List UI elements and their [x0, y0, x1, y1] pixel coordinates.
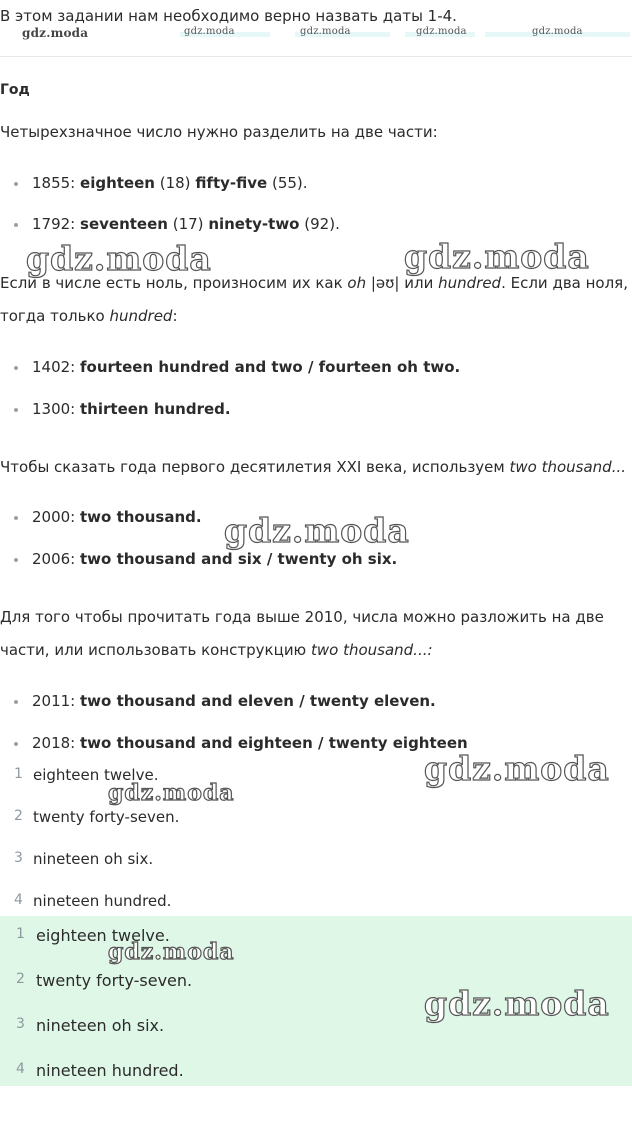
bullet-icon: [14, 558, 18, 562]
bullet-icon: [14, 700, 18, 704]
text-em: hundred: [438, 274, 502, 292]
answer-text: eighteen twelve.: [36, 926, 170, 945]
year-words: thirteen hundred.: [80, 400, 231, 418]
answer-number: 2: [16, 971, 25, 987]
paragraph: Четырехзначное число нужно разделить на две части:: [0, 123, 438, 141]
answer-text: nineteen oh six.: [33, 850, 154, 868]
year-part: (18): [159, 174, 191, 192]
answer-number: 4: [14, 892, 23, 908]
answer-text: nineteen hundred.: [33, 892, 172, 910]
year: 2006:: [32, 550, 76, 568]
answer-number: 3: [14, 850, 23, 866]
paragraph: [0, 633, 433, 667]
watermark: gdz.moda: [424, 749, 610, 788]
year-part: (92).: [304, 215, 340, 233]
answer-number: 1: [14, 766, 23, 782]
text: :: [172, 307, 178, 325]
year: 2011:: [32, 692, 76, 710]
answer-text: nineteen hundred.: [36, 1061, 184, 1080]
text: Если в числе есть ноль, произносим их как: [0, 274, 348, 292]
year-words: ninety-two: [208, 215, 300, 233]
bullet-icon: [14, 516, 18, 520]
paragraph: [0, 450, 626, 484]
watermark-small: gdz.moda: [184, 26, 235, 37]
year: 1300:: [32, 400, 76, 418]
year-words: two thousand and eighteen / twenty eighteen: [80, 734, 468, 752]
answer-text: eighteen twelve.: [33, 766, 159, 784]
section-heading: Год: [0, 82, 30, 98]
year: 2000:: [32, 508, 76, 526]
year: 1855:: [32, 174, 76, 192]
bullet-icon: [14, 223, 18, 227]
answer-number: 4: [16, 1061, 25, 1077]
watermark: gdz.moda: [108, 780, 235, 806]
year-part: (55).: [271, 174, 308, 192]
answer-text: twenty forty-seven.: [36, 971, 193, 990]
watermark-small: gdz.moda: [300, 26, 351, 37]
year: 1402:: [32, 358, 76, 376]
year-words: seventeen: [80, 215, 168, 233]
year: 1792:: [32, 215, 76, 233]
watermark: gdz.moda: [424, 984, 610, 1023]
year-words: two thousand and eleven / twenty eleven.: [80, 692, 436, 710]
text: тогда только: [0, 307, 110, 325]
text-em: two thousand...:: [310, 641, 433, 659]
answer-number: 2: [14, 808, 23, 824]
year-words: eighteen: [80, 174, 155, 192]
watermark: gdz.moda: [224, 511, 410, 550]
year: 2018:: [32, 734, 76, 752]
watermark-strip: [0, 26, 632, 42]
answer-text: nineteen oh six.: [36, 1016, 165, 1035]
answer-number: 1: [16, 926, 25, 942]
bullet-icon: [14, 366, 18, 370]
bullet-icon: [14, 408, 18, 412]
watermark-small: gdz.moda: [416, 26, 467, 37]
bullet-icon: [14, 742, 18, 746]
text: части, или использовать конструкцию: [0, 641, 311, 659]
watermark-small: gdz.moda: [532, 26, 583, 37]
year-words: fourteen hundred and two / fourteen oh two.: [80, 358, 461, 376]
paragraph: Для того чтобы прочитать года выше 2010, числа можно разложить на две: [0, 608, 604, 626]
watermark: gdz.moda: [108, 939, 235, 965]
answer-number: 3: [16, 1016, 25, 1032]
text: . Если два ноля,: [501, 274, 628, 292]
text-em: hundred: [109, 307, 173, 325]
divider: [0, 56, 632, 57]
bullet-icon: [14, 182, 18, 186]
watermark-small: gdz.moda: [22, 26, 89, 40]
year-words: fifty-five: [195, 174, 268, 192]
text: Чтобы сказать года первого десятилетия XXI века, используем: [0, 458, 510, 476]
text: |əʊ| или: [366, 274, 439, 292]
year-words: two thousand.: [80, 508, 202, 526]
paragraph: [0, 299, 178, 333]
watermark: gdz.moda: [404, 237, 590, 276]
intro-text: В этом задании нам необходимо верно назвать даты 1-4.: [0, 7, 457, 25]
text-em: two thousand...: [509, 458, 627, 476]
watermark: gdz.moda: [26, 239, 212, 278]
text-em: oh: [347, 274, 367, 292]
answer-text: twenty forty-seven.: [33, 808, 180, 826]
year-words: two thousand and six / twenty oh six.: [80, 550, 398, 568]
year-part: (17): [172, 215, 204, 233]
